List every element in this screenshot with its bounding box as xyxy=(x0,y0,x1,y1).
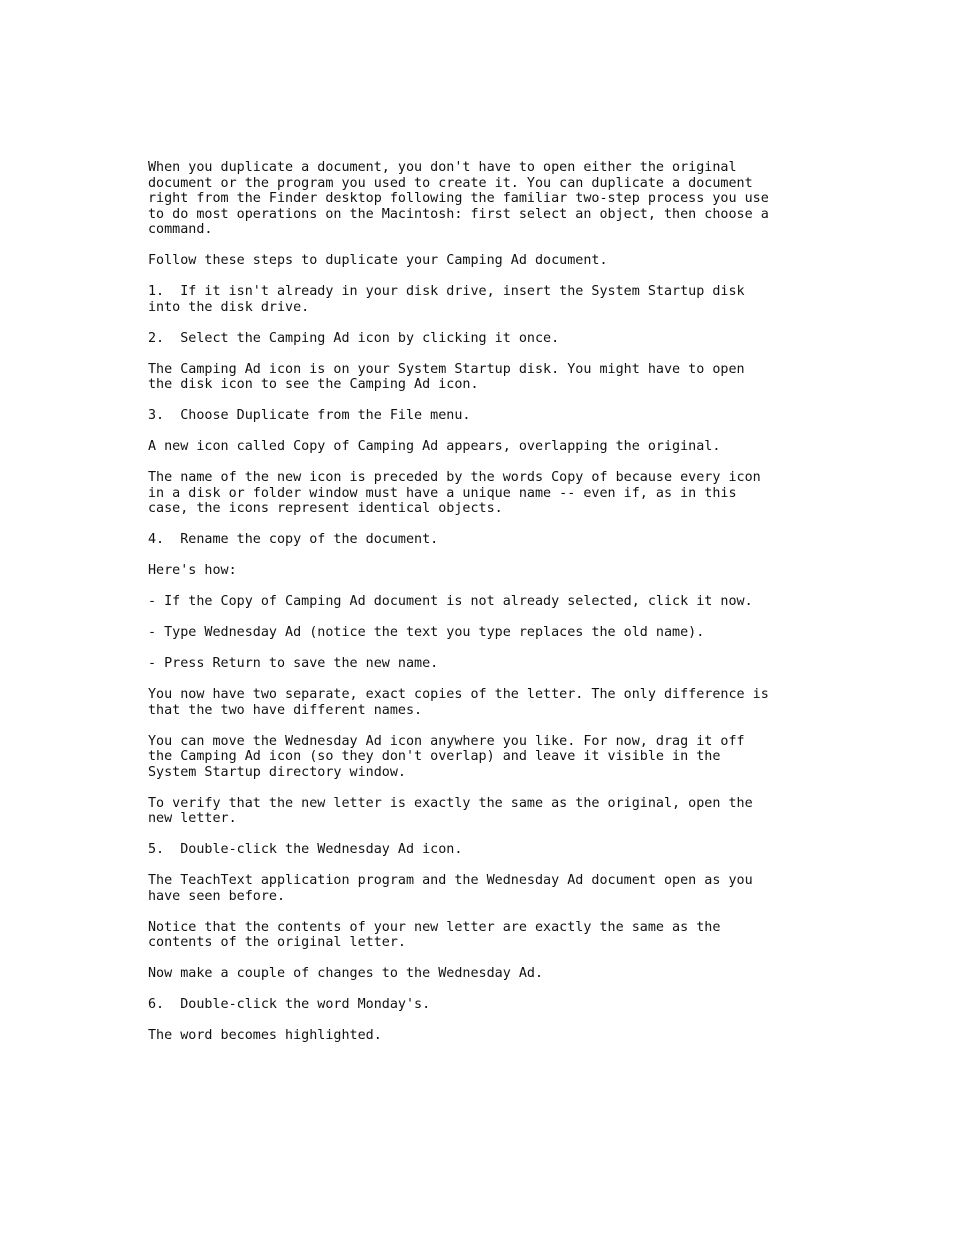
step-3: 3. Choose Duplicate from the File menu. xyxy=(148,408,471,423)
copies-note: You now have two separate, exact copies of the letter. The only difference is that the two have different names. xyxy=(148,687,769,718)
step-2-note: The Camping Ad icon is on your System Startup disk. You might have to open the disk icon to see the Camping Ad icon. xyxy=(148,361,745,392)
step-2: 2. Select the Camping Ad icon by clicking it once. xyxy=(148,330,560,346)
substep-select: - If the Copy of Camping Ad document is not already selected, click it now. xyxy=(148,594,753,609)
substep-type: - Type Wednesday Ad (notice the text you type replaces the old name). xyxy=(148,625,705,640)
step-5-result: The TeachText application program and the Wednesday Ad document open as you have seen before. xyxy=(148,873,753,904)
substep-return: - Press Return to save the new name. xyxy=(148,656,439,671)
verify-note: To verify that the new letter is exactly the same as the original, open the new letter. xyxy=(148,795,753,826)
step-4: 4. Rename the copy of the document. xyxy=(148,532,439,547)
step-6-result: The word becomes highlighted. xyxy=(148,1028,382,1043)
intro-paragraph: When you duplicate a document, you don't have to open either the original document or the program you used to create it. You can duplicate a document right from the Finder desktop following the familiar two-step process you use to do most operations on the Macintosh: first select an object, then choose a command. xyxy=(148,160,769,237)
step-3-result: A new icon called Copy of Camping Ad appears, overlapping the original. xyxy=(148,439,721,454)
step-5: 5. Double-click the Wednesday Ad icon. xyxy=(148,842,463,857)
step-6: 6. Double-click the word Monday's. xyxy=(148,997,431,1012)
step-3-note: The name of the new icon is preceded by the words Copy of because every icon in a disk or folder window must have a unique name -- even if, as in this case, the icons represent identical objects. xyxy=(148,470,761,516)
steps-intro: Follow these steps to duplicate your Camping Ad document. xyxy=(148,253,608,268)
document-page xyxy=(148,160,808,1059)
contents-note: Notice that the contents of your new letter are exactly the same as the contents of the original letter. xyxy=(148,919,721,950)
changes-intro: Now make a couple of changes to the Wednesday Ad. xyxy=(148,966,544,981)
step-4-intro: Here's how: xyxy=(148,563,237,578)
move-note: You can move the Wednesday Ad icon anywhere you like. For now, drag it off the Camping Ad icon (so they don't overlap) and leave it visible in the System Startup directory window. xyxy=(148,733,745,780)
step-1: 1. If it isn't already in your disk drive, insert the System Startup disk into the disk drive. xyxy=(148,284,745,315)
